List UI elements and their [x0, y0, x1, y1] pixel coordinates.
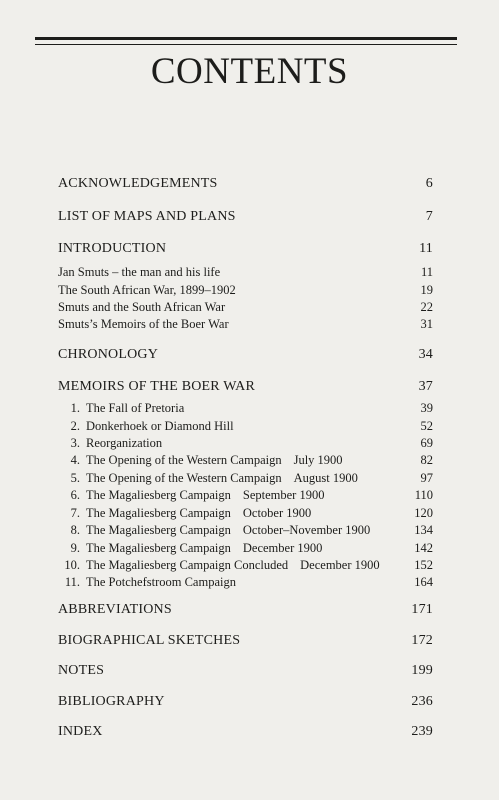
toc-chapter — [58, 523, 433, 538]
chapter-title: The Fall of Pretoria — [86, 401, 185, 415]
toc-chapter — [58, 453, 433, 468]
toc-entry-title: The South African War, 1899–1902 — [58, 283, 236, 297]
chapter-title: The Opening of the Western Campaign — [86, 471, 282, 485]
chapter-title: The Magaliesberg Campaign — [86, 523, 231, 537]
toc-entry-page: 22 — [420, 300, 433, 314]
top-rule-thin — [35, 44, 457, 45]
toc-entry-page: 52 — [420, 419, 433, 433]
chapter-number: 1. — [70, 401, 80, 415]
chapter-date: December 1900 — [300, 558, 380, 572]
toc-entry-page: 37 — [418, 379, 433, 394]
chapter-number: 9. — [70, 541, 80, 555]
chapter-date: October–November 1900 — [242, 523, 371, 537]
toc-chapter — [58, 419, 433, 434]
chapter-title: The Magaliesberg Campaign — [86, 488, 231, 502]
toc-chapter — [58, 488, 433, 503]
chapter-number: 5. — [70, 471, 80, 485]
toc-entry-page: 11 — [419, 241, 433, 256]
chapter-title: The Potchefstroom Campaign — [86, 575, 236, 589]
toc-entry-page: 97 — [420, 471, 433, 485]
toc-entry-acknowledgements — [58, 176, 433, 192]
chapter-number: 2. — [70, 419, 80, 433]
toc-entry-title: Smuts’s Memoirs of the Boer War — [58, 317, 229, 331]
toc-entry-title: LIST OF MAPS AND PLANS — [58, 209, 236, 224]
toc-entry-page: 7 — [425, 209, 433, 224]
toc-entry-list-of-maps — [58, 209, 433, 225]
page-title: CONTENTS — [150, 51, 349, 92]
chapter-date: October 1900 — [242, 506, 312, 520]
toc-entry-title: ACKNOWLEDGEMENTS — [58, 176, 218, 191]
toc-entry-introduction — [58, 241, 433, 257]
toc-entry-page: 19 — [420, 283, 433, 297]
toc-entry-page: 134 — [414, 523, 433, 537]
toc-entry-page: 69 — [420, 436, 433, 450]
toc-entry-page: 82 — [420, 453, 433, 467]
chapter-title: Donkerhoek or Diamond Hill — [86, 419, 234, 433]
toc-chapter — [58, 541, 433, 556]
chapter-date: July 1900 — [293, 453, 343, 467]
chapter-number: 8. — [70, 523, 80, 537]
toc-entry-page: 164 — [414, 575, 433, 589]
toc-entry-page: 110 — [414, 488, 433, 502]
toc-entry-page: 152 — [414, 558, 433, 572]
toc-entry-page: 171 — [411, 602, 433, 617]
toc-entry-page: 34 — [418, 347, 433, 362]
toc-subentry — [58, 283, 433, 298]
toc-entry-page: 142 — [414, 541, 433, 555]
toc-entry-page: 11 — [420, 265, 433, 279]
chapter-date: September 1900 — [242, 488, 325, 502]
chapter-number: 7. — [70, 506, 80, 520]
toc-subentry — [58, 317, 433, 332]
toc-entry-bibliography — [58, 694, 433, 710]
toc-entry-biographical-sketches — [58, 633, 433, 649]
toc-entry-page: 199 — [411, 663, 433, 678]
toc-entry-memoirs — [58, 379, 433, 395]
toc-chapter — [58, 471, 433, 486]
chapter-number: 11. — [64, 575, 80, 589]
chapter-title: Reorganization — [86, 436, 163, 450]
toc-entry-page: 6 — [425, 176, 433, 191]
toc-entry-title: BIBLIOGRAPHY — [58, 694, 165, 709]
toc-entry-title: Smuts and the South African War — [58, 300, 226, 314]
chapter-title: The Magaliesberg Campaign Concluded — [86, 558, 289, 572]
toc-entry-title: NOTES — [58, 663, 105, 678]
toc-entry-title: INDEX — [58, 724, 103, 739]
toc-chapter — [58, 436, 433, 451]
chapter-title: The Magaliesberg Campaign — [86, 506, 231, 520]
chapter-date: December 1900 — [242, 541, 323, 555]
toc-subentry — [58, 300, 433, 315]
chapter-number: 4. — [70, 453, 80, 467]
toc-entry-page: 120 — [414, 506, 433, 520]
toc-entry-title: Jan Smuts – the man and his life — [58, 265, 221, 279]
chapter-number: 10. — [64, 558, 80, 572]
chapter-number: 3. — [70, 436, 80, 450]
chapter-number: 6. — [70, 488, 80, 502]
toc-entry-title: BIOGRAPHICAL SKETCHES — [58, 633, 241, 648]
toc-subentry — [58, 265, 433, 280]
toc-entry-title: ABBREVIATIONS — [58, 602, 172, 617]
toc-entry-abbreviations — [58, 602, 433, 618]
toc-entry-title: INTRODUCTION — [58, 241, 167, 256]
toc-chapter — [58, 506, 433, 521]
chapter-title: The Opening of the Western Campaign — [86, 453, 282, 467]
toc-entry-title: CHRONOLOGY — [58, 347, 158, 362]
toc-chapter — [58, 575, 433, 590]
toc-entry-title: MEMOIRS OF THE BOER WAR — [58, 379, 255, 394]
toc-entry-page: 39 — [420, 401, 433, 415]
toc-entry-page: 31 — [420, 317, 433, 331]
toc-entry-index — [58, 724, 433, 740]
toc-entry-page: 172 — [411, 633, 433, 648]
toc-entry-notes — [58, 663, 433, 679]
chapter-title: The Magaliesberg Campaign — [86, 541, 231, 555]
toc-entry-page: 236 — [411, 694, 433, 709]
toc-entry-page: 239 — [411, 724, 433, 739]
chapter-date: August 1900 — [293, 471, 358, 485]
toc-chapter — [58, 558, 433, 573]
toc-entry-chronology — [58, 347, 433, 363]
toc-chapter — [58, 401, 433, 416]
top-rule-thick — [35, 37, 457, 40]
